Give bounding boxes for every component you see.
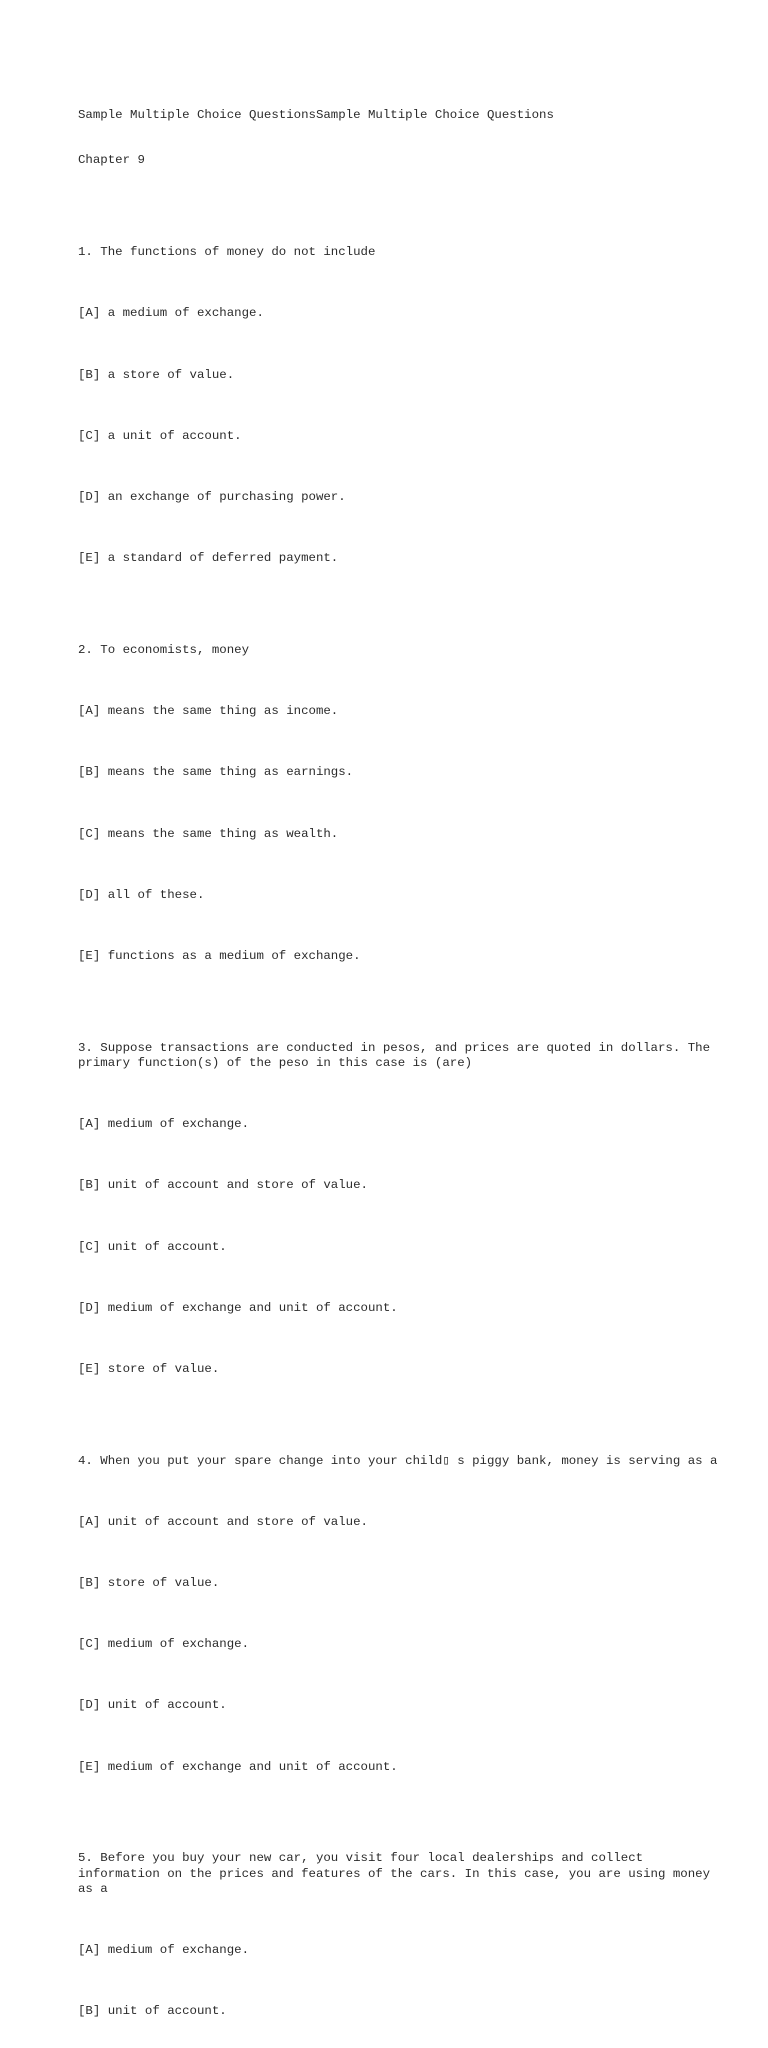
question-4-option-c: [C] medium of exchange. — [78, 1637, 250, 1652]
question-2-option-b: [B] means the same thing as earnings. — [78, 765, 354, 780]
question-2-option-d: [D] all of these. — [78, 887, 205, 902]
question-1-option-e: [E] a standard of deferred payment. — [78, 551, 339, 566]
question-3-option-d: [D] medium of exchange and unit of account. — [78, 1300, 398, 1315]
question-3-option-a: [A] medium of exchange. — [78, 1117, 250, 1132]
question-3-option-c: [C] unit of account. — [78, 1239, 227, 1254]
question-5-option-b: [B] unit of account. — [78, 2004, 227, 2019]
question-3-option-e: [E] store of value. — [78, 1361, 220, 1376]
question-2-option-a: [A] means the same thing as income. — [78, 704, 339, 719]
question-2-stem: 2. To economists, money — [78, 642, 250, 657]
question-1-option-d: [D] an exchange of purchasing power. — [78, 490, 346, 505]
question-4-option-a: [A] unit of account and store of value. — [78, 1514, 368, 1529]
question-4-stem: 4. When you put your spare change into your child▯ s piggy bank, money is serving as a — [78, 1453, 718, 1468]
question-1-option-a: [A] a medium of exchange. — [78, 306, 264, 321]
document-body — [78, 77, 718, 2048]
question-3-option-b: [B] unit of account and store of value. — [78, 1178, 368, 1193]
question-1-stem: 1. The functions of money do not include — [78, 245, 376, 260]
chapter-label: Chapter 9 — [78, 153, 145, 168]
question-1-option-b: [B] a store of value. — [78, 367, 235, 382]
question-4-option-e: [E] medium of exchange and unit of account. — [78, 1759, 398, 1774]
question-5-stem: 5. Before you buy your new car, you visit four local dealerships and collect information on the prices and features of the cars. In this case, you are using money as a — [78, 1851, 718, 1897]
question-3-stem: 3. Suppose transactions are conducted in pesos, and prices are quoted in dollars. The primary function(s) of the peso in this case is (are) — [78, 1040, 718, 1070]
question-1-option-c: [C] a unit of account. — [78, 428, 242, 443]
question-4-option-b: [B] store of value. — [78, 1576, 220, 1591]
question-2-option-e: [E] functions as a medium of exchange. — [78, 948, 361, 963]
question-2-option-c: [C] means the same thing as wealth. — [78, 826, 339, 841]
question-5-option-a: [A] medium of exchange. — [78, 1943, 250, 1958]
document-title: Sample Multiple Choice QuestionsSample Multiple Choice Questions — [78, 107, 554, 122]
question-4-option-d: [D] unit of account. — [78, 1698, 227, 1713]
